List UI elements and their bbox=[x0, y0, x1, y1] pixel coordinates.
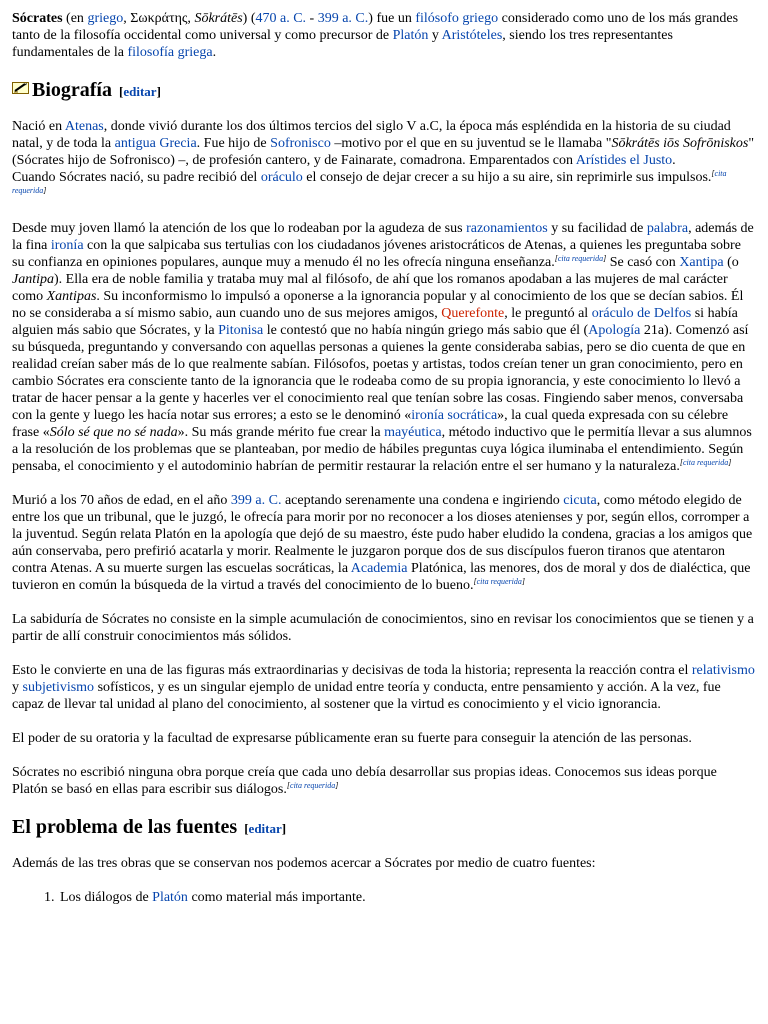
pencil-edit-icon bbox=[12, 78, 30, 94]
link-antigua-grecia[interactable]: antigua Grecia bbox=[114, 136, 197, 151]
link-filosofia-griega[interactable]: filosofía griega bbox=[127, 45, 213, 60]
edit-button[interactable]: editar bbox=[123, 84, 157, 99]
sources-paragraph-1: Además de las tres obras que se conservan nos podemos acercar a Sócrates por medio de cuatro fuentes: bbox=[12, 856, 596, 871]
article-subject: Sócrates bbox=[12, 11, 63, 26]
link-xantipa[interactable]: Xantipa bbox=[679, 255, 724, 270]
edit-section-link: [editar] bbox=[244, 821, 287, 836]
link-apologia[interactable]: Apología bbox=[588, 323, 641, 338]
section-heading-fuentes bbox=[12, 815, 756, 841]
bio-paragraph-4: La sabiduría de Sócrates no consiste en la simple acumulación de conocimientos, sino en revisar los conocimientos que se tienen y a partir de allí construir conocimientos más sólidos. bbox=[12, 612, 754, 644]
link-ironia[interactable]: ironía bbox=[50, 238, 84, 253]
citation-needed: [cita requerida] bbox=[679, 458, 732, 467]
edit-section-link: [editar] bbox=[119, 84, 161, 99]
bio-paragraph-1: Nació en Atenas, donde vivió durante los dos últimos tercios del siglo V a.C, la época más espléndida en la historia de su ciudad natal, y de toda la antigua Grecia. Fue hijo de Sofronisco –motivo por el que en su juventud se le llamaba "Sōkrátēs iōs Sofrōniskos" (Sócrates hijo de Sofronisco) –, de profesión cantero, y de Fainarate, comadrona. Emparentados con Arístides el Justo. bbox=[12, 119, 755, 168]
section-title: Biografía bbox=[32, 79, 112, 101]
link-470-ac[interactable]: 470 a. C. bbox=[255, 11, 307, 26]
sources-list bbox=[12, 889, 756, 906]
link-griego[interactable]: griego bbox=[87, 11, 124, 26]
citation-needed-link[interactable]: cita requerida bbox=[476, 577, 522, 586]
link-pitonisa[interactable]: Pitonisa bbox=[218, 323, 264, 338]
bio-paragraph-7: Sócrates no escribió ninguna obra porque creía que cada uno debía desarrollar sus propias ideas. Conocemos sus ideas porque Platón se basó en ellas para escribir sus diálogos.[cita requerida] bbox=[12, 765, 717, 797]
bio-paragraph-2: Desde muy joven llamó la atención de los que lo rodeaban por la agudeza de sus razonamientos y su facilidad de palabra, además de la fina ironía con la que salpicaba sus tertulias con los ciudadanos jóvenes aristocráticos de Atenas, a quienes les preguntaba sobre su confianza en opiniones populares, aunque muy a menudo él no les ofrecía ninguna enseñanza.[cita requerida] Se casó con Xantipa (o Jantipa). Ella era de noble familia y trataba muy mal al filósofo, de ahí que los romanos apodaban a las mujeres de mal carácter como Xantipas. Su inconformismo lo impulsó a oponerse a la ignorancia popular y al conocimiento de los que se decían sabios. Él no se consideraba a sí mismo sabio, aun cuando uno de sus mejores amigos, Querefonte, le preguntó al oráculo de Delfos si había alguien más sabio que Sócrates, y la Pitonisa le contestó que no había ningún griego más sabio que él (Apología 21a). Comenzó así su búsqueda, preguntando y conversando con aquellas personas a quienes la gente consideraba sabias, pero se dio cuenta de que en realidad creían saber más de lo que realmente sabían. Filósofos, poetas y artistas, todos creían tener un gran conocimiento, pero en cambio Sócrates era consciente tanto de la ignorancia que le rodeaba como de su propia ignorancia, y este conocimiento lo llevó a tratar de hacer pensar a la gente y hacerles ver el conocimiento real que tenían sobre las cosas. Fingiendo saber menos, conversaba con la gente y luego les hacía notar sus errores; a esto se le denominó «ironía socrática», la cual queda expresada con su célebre frase «Sólo sé que no sé nada». Su más grande mérito fue crear la mayéutica, método inductivo que le permitía llevar a sus alumnos a la resolución de los problemas que se planteaban, por medio de hábiles preguntas cuya lógica iluminaba el entendimiento. Según pensaba, el conocimiento y el autodominio habrían de permitir restaurar la relación entre el ser humano y la naturaleza.[cita requerida] bbox=[12, 221, 754, 474]
link-querefonte[interactable]: Querefonte bbox=[441, 306, 505, 321]
link-relativismo[interactable]: relativismo bbox=[691, 663, 755, 678]
list-item: 1. Los diálogos de Platón como material más importante. bbox=[58, 889, 756, 906]
section-title: El problema de las fuentes bbox=[12, 816, 238, 838]
bio-paragraph-3: Murió a los 70 años de edad, en el año 399 a. C. aceptando serenamente una condena e ingiriendo cicuta, como método elegido de entre los que un tribunal, que le juzgó, le ofrecía para morir por no reconocer a los dioses atenienses y por, según ellos, corromper a la juventud. Según relata Platón en la apología que dejó de su maestro, éste pudo haber eludido la condena, gracias a los amigos que aún conservaba, pero prefirió acatarla y morir. Realmente le juzgaron porque dos de sus discípulos fueron tiranos que atentaron contra Atenas. A su muerte surgen las escuelas socráticas, la Academia Platónica, las menores, dos de moral y dos de dialéctica, que tuvieron en común la búsqueda de la virtud a través del conocimiento de lo bueno.[cita requerida] bbox=[12, 493, 753, 593]
link-palabra[interactable]: palabra bbox=[646, 221, 689, 236]
citation-needed: [cita requerida] bbox=[12, 169, 727, 195]
edit-button[interactable]: editar bbox=[248, 821, 282, 836]
section-heading-biografia bbox=[12, 78, 756, 104]
link-mayeutica[interactable]: mayéutica bbox=[384, 425, 442, 440]
intro-paragraph: Sócrates (en griego, Σωκράτης, Sōkrátēs) (470 a. C. - 399 a. C.) fue un filósofo griego considerado como uno de los más grandes tanto de la filosofía occidental como universal y como precursor de Platón y Aristóteles, siendo los tres representantes fundamentales de la filosofía griega. bbox=[12, 11, 739, 60]
link-platon-dialogos[interactable]: Platón bbox=[152, 890, 188, 905]
citation-needed-link[interactable]: cita requerida bbox=[682, 458, 729, 467]
link-aristides[interactable]: Arístides el Justo bbox=[575, 153, 673, 168]
citation-needed-link[interactable]: cita requerida bbox=[290, 781, 336, 790]
link-aristoteles[interactable]: Aristóteles bbox=[441, 28, 503, 43]
link-ironia-socratica[interactable]: ironía socrática bbox=[411, 408, 498, 423]
link-razonamientos[interactable]: razonamientos bbox=[466, 221, 548, 236]
bio-paragraph-5: Esto le convierte en una de las figuras más extraordinarias y decisivas de toda la historia; representa la reacción contra el relativismo y subjetivismo sofísticos, y es un singular ejemplo de unidad entre teoría y conducta, entre pensamiento y acción. A la vez, fue capaz de llevar tal unidad al plano del conocimiento, al sostener que la virtud es conocimiento y el vicio ignorancia. bbox=[12, 663, 755, 712]
link-subjetivismo[interactable]: subjetivismo bbox=[22, 680, 95, 695]
citation-needed: [cita requerida] bbox=[473, 577, 525, 586]
link-399-ac[interactable]: 399 a. C. bbox=[317, 11, 369, 26]
link-399-ac-death[interactable]: 399 a. C. bbox=[230, 493, 282, 508]
link-oraculo-delfos[interactable]: oráculo de Delfos bbox=[591, 306, 692, 321]
link-sofronisco[interactable]: Sofronisco bbox=[270, 136, 331, 151]
link-atenas[interactable]: Atenas bbox=[64, 119, 104, 134]
link-cicuta[interactable]: cicuta bbox=[563, 493, 597, 508]
link-oraculo[interactable]: oráculo bbox=[260, 170, 303, 185]
link-platon[interactable]: Platón bbox=[392, 28, 429, 43]
citation-needed: [cita requerida] bbox=[286, 781, 339, 790]
citation-needed-link[interactable]: cita requerida bbox=[12, 169, 727, 195]
citation-needed-link[interactable]: cita requerida bbox=[557, 254, 604, 263]
citation-needed: [cita requerida] bbox=[554, 254, 607, 263]
bio-paragraph-1b: Cuando Sócrates nació, su padre recibió del oráculo el consejo de dejar crecer a su hijo a su aire, sin reprimirle sus impulsos.[cita requerida] bbox=[12, 169, 727, 195]
bio-paragraph-6: El poder de su oratoria y la facultad de expresarse públicamente eran su fuerte para conseguir la atención de las personas. bbox=[12, 731, 692, 746]
link-academia[interactable]: Academia bbox=[350, 561, 408, 576]
link-filosofo-griego[interactable]: filósofo griego bbox=[415, 11, 499, 26]
